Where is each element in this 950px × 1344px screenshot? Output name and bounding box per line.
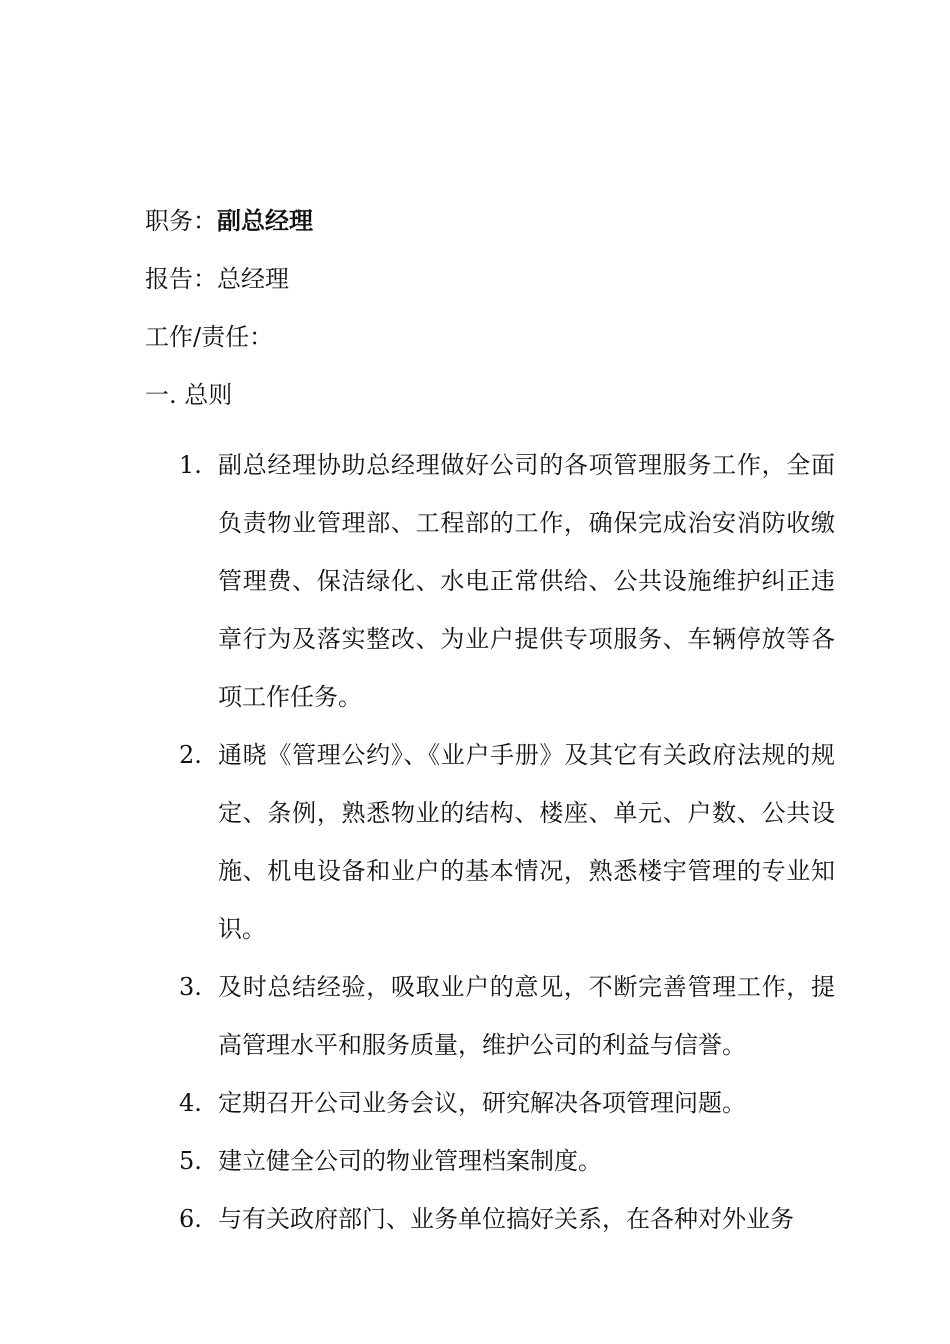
position-line xyxy=(145,205,313,237)
item-number: 4. xyxy=(179,1089,202,1117)
item-number: 1. xyxy=(179,451,202,479)
position-value: 副总经理 xyxy=(217,206,313,235)
section-title-text: 一. 总则 xyxy=(145,381,233,409)
item-text: 及时总结经验，吸取业户的意见，不断完善管理工作，提高管理水平和服务质量，维护公司的利益与信誉。 xyxy=(218,973,835,1059)
report-value: 总经理 xyxy=(217,265,289,293)
list-item xyxy=(145,436,845,726)
list-item xyxy=(145,1190,845,1248)
item-number: 2. xyxy=(179,741,202,769)
item-text: 与有关政府部门、业务单位搞好关系，在各种对外业务 xyxy=(218,1205,794,1233)
duty-list xyxy=(145,436,845,1248)
list-item xyxy=(145,1132,845,1190)
item-number: 5. xyxy=(179,1147,202,1175)
item-text: 定期召开公司业务会议，研究解决各项管理问题。 xyxy=(218,1089,746,1117)
item-number: 6. xyxy=(179,1205,202,1233)
list-item xyxy=(145,1074,845,1132)
item-text: 通晓《管理公约》、《业户手册》及其它有关政府法规的规定、条例，熟悉物业的结构、楼座、单元、户数、公共设施、机电设备和业户的基本情况，熟悉楼宇管理的专业知识。 xyxy=(218,741,835,943)
duties-label: 工作/责任： xyxy=(145,323,274,351)
duties-heading xyxy=(145,321,273,353)
list-item xyxy=(145,958,845,1074)
section-title xyxy=(145,379,232,411)
item-number: 3. xyxy=(179,973,202,1001)
report-line xyxy=(145,263,289,295)
item-text: 建立健全公司的物业管理档案制度。 xyxy=(218,1147,602,1175)
item-text: 副总经理协助总经理做好公司的各项管理服务工作，全面负责物业管理部、工程部的工作，确保完成治安消防收缴管理费、保洁绿化、水电正常供给、公共设施维护纠正违章行为及落实整改、为业户提供专项服务、车辆停放等各项工作任务。 xyxy=(218,451,835,711)
report-label: 报告： xyxy=(145,265,217,293)
list-item xyxy=(145,726,845,958)
position-label: 职务： xyxy=(145,207,217,235)
